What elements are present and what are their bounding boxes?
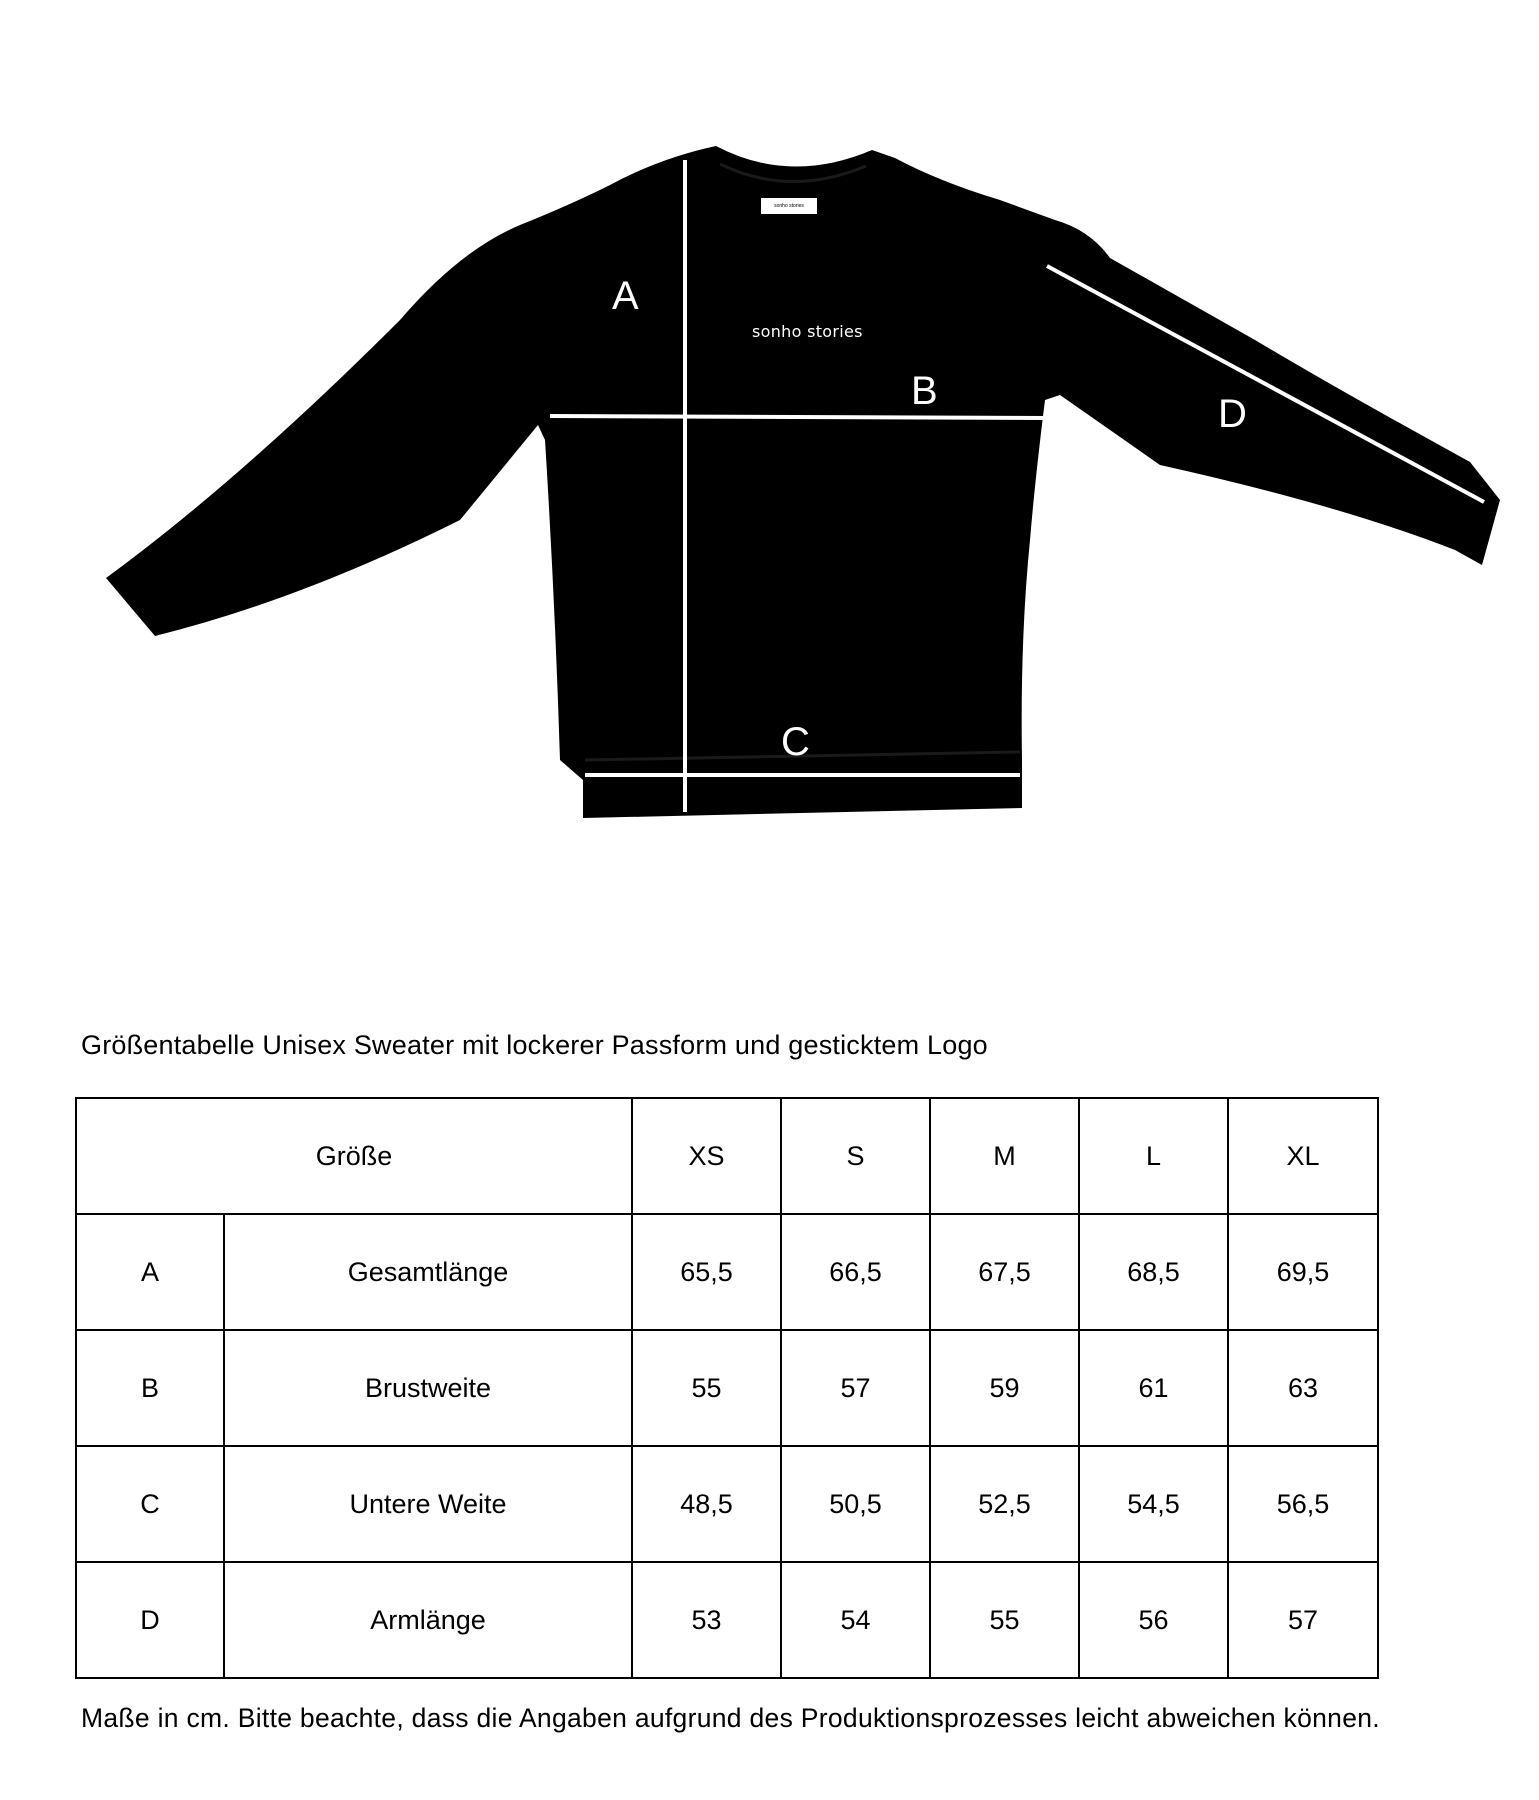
table-cell: 56,5: [1228, 1446, 1378, 1562]
neck-tag: sonho stories: [761, 198, 817, 214]
table-cell: 48,5: [632, 1446, 781, 1562]
row-name: Armlänge: [224, 1562, 632, 1678]
row-key: D: [76, 1562, 224, 1678]
table-cell: 63: [1228, 1330, 1378, 1446]
table-cell: 54,5: [1079, 1446, 1228, 1562]
footnote: Maße in cm. Bitte beachte, dass die Angaben aufgrund des Produktionsprozesses leicht abweichen können.: [81, 1703, 1380, 1733]
table-cell: 56: [1079, 1562, 1228, 1678]
table-cell: 69,5: [1228, 1214, 1378, 1330]
measure-label-a: A: [612, 274, 639, 318]
header-size: M: [930, 1098, 1079, 1214]
table-cell: 67,5: [930, 1214, 1079, 1330]
table-row: [76, 1330, 1378, 1446]
header-size: S: [781, 1098, 930, 1214]
measure-label-d: D: [1218, 392, 1247, 436]
embroidered-logo: sonho stories: [752, 322, 863, 341]
measure-line-b: [550, 416, 1047, 418]
measure-label-b: B: [911, 369, 938, 413]
table-row: [76, 1214, 1378, 1330]
table-cell: 55: [930, 1562, 1079, 1678]
table-cell: 52,5: [930, 1446, 1079, 1562]
row-name: Gesamtlänge: [224, 1214, 632, 1330]
header-size: XL: [1228, 1098, 1378, 1214]
size-chart-title: Größentabelle Unisex Sweater mit lockerer Passform und gesticktem Logo: [81, 1030, 988, 1060]
table-cell: 54: [781, 1562, 930, 1678]
table-cell: 50,5: [781, 1446, 930, 1562]
size-table: [75, 1097, 1379, 1679]
table-header-row: [76, 1098, 1378, 1214]
table-cell: 59: [930, 1330, 1079, 1446]
table-row: [76, 1446, 1378, 1562]
row-key: B: [76, 1330, 224, 1446]
sweater-shape: [106, 146, 1500, 818]
row-name: Untere Weite: [224, 1446, 632, 1562]
table-cell: 68,5: [1079, 1214, 1228, 1330]
row-key: C: [76, 1446, 224, 1562]
table-cell: 61: [1079, 1330, 1228, 1446]
table-cell: 57: [781, 1330, 930, 1446]
header-size: XS: [632, 1098, 781, 1214]
table-cell: 66,5: [781, 1214, 930, 1330]
measure-label-c: C: [781, 720, 810, 764]
table-cell: 53: [632, 1562, 781, 1678]
table-cell: 55: [632, 1330, 781, 1446]
table-cell: 57: [1228, 1562, 1378, 1678]
table-cell: 65,5: [632, 1214, 781, 1330]
header-size: L: [1079, 1098, 1228, 1214]
table-row: [76, 1562, 1378, 1678]
row-key: A: [76, 1214, 224, 1330]
row-name: Brustweite: [224, 1330, 632, 1446]
header-size-label: Größe: [76, 1098, 632, 1214]
